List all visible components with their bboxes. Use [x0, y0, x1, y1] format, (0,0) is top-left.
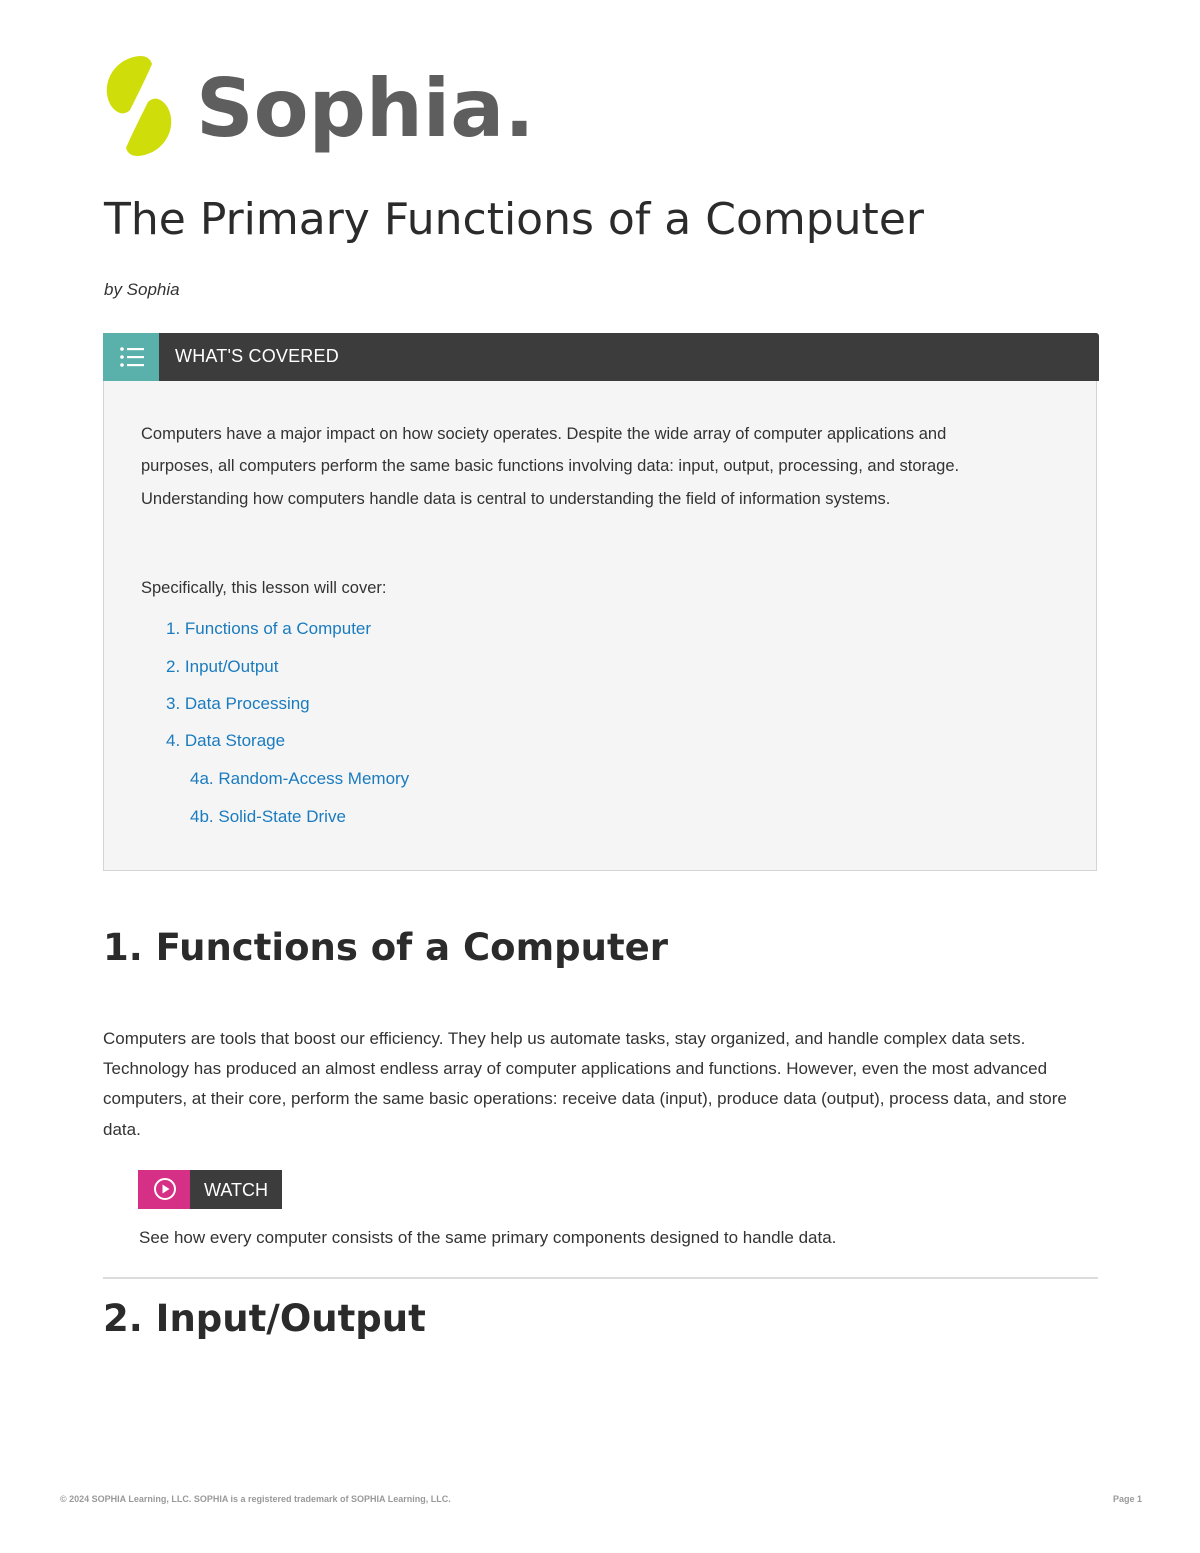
- watch-icon-cell: [138, 1170, 190, 1209]
- byline: by Sophia: [104, 280, 180, 299]
- whats-covered-intro: Specifically, this lesson will cover:: [141, 579, 387, 597]
- section-heading-functions: 1. Functions of a Computer: [103, 926, 668, 969]
- watch-caption: See how every computer consists of the same primary components designed to handle data.: [139, 1228, 837, 1247]
- toc-link-data-processing[interactable]: 3. Data Processing: [166, 694, 310, 713]
- toc-link-ram[interactable]: 4a. Random-Access Memory: [190, 769, 410, 788]
- footer-copyright: © 2024 SOPHIA Learning, LLC. SOPHIA is a registered trademark of SOPHIA Learning, LLC.: [60, 1494, 451, 1504]
- sophia-logo: [102, 54, 535, 158]
- section-heading-input-output: 2. Input/Output: [103, 1297, 426, 1340]
- toc-link-input-output[interactable]: 2. Input/Output: [166, 657, 279, 676]
- whats-covered-icon-cell: [103, 333, 159, 381]
- footer-page-number: Page 1: [1112, 1494, 1142, 1504]
- toc-link-ssd[interactable]: 4b. Solid-State Drive: [190, 807, 346, 826]
- section-body-functions: Computers are tools that boost our efficiency. They help us automate tasks, stay organized, and handle complex data sets. Technology has produced an almost endless array of computer applications and functions. However, even the most advanced computers, at their core, perform the same basic operations: receive data (input), produce data (output), process data, and store data.: [103, 1029, 1067, 1139]
- watch-label: WATCH: [204, 1180, 268, 1200]
- watch-badge[interactable]: [138, 1170, 282, 1209]
- sophia-wordmark: Sophia.: [196, 62, 535, 155]
- document-title: The Primary Functions of a Computer: [104, 194, 924, 245]
- section-divider: [103, 1277, 1098, 1279]
- list-icon: [119, 345, 145, 369]
- whats-covered-label: WHAT'S COVERED: [175, 346, 339, 366]
- whats-covered-box: [103, 333, 1097, 871]
- whats-covered-header: [103, 333, 1099, 381]
- toc-link-functions[interactable]: 1. Functions of a Computer: [166, 619, 372, 638]
- sophia-logo-icon: [102, 54, 535, 158]
- whats-covered-summary: Computers have a major impact on how society operates. Despite the wide array of computer applications and purposes, all computers perform the same basic functions involving data: input, output, processing, and storage. Understanding how computers handle data is central to understanding the field of information systems.: [141, 425, 960, 508]
- play-circle-icon: [153, 1177, 177, 1201]
- toc-link-data-storage[interactable]: 4. Data Storage: [166, 731, 286, 750]
